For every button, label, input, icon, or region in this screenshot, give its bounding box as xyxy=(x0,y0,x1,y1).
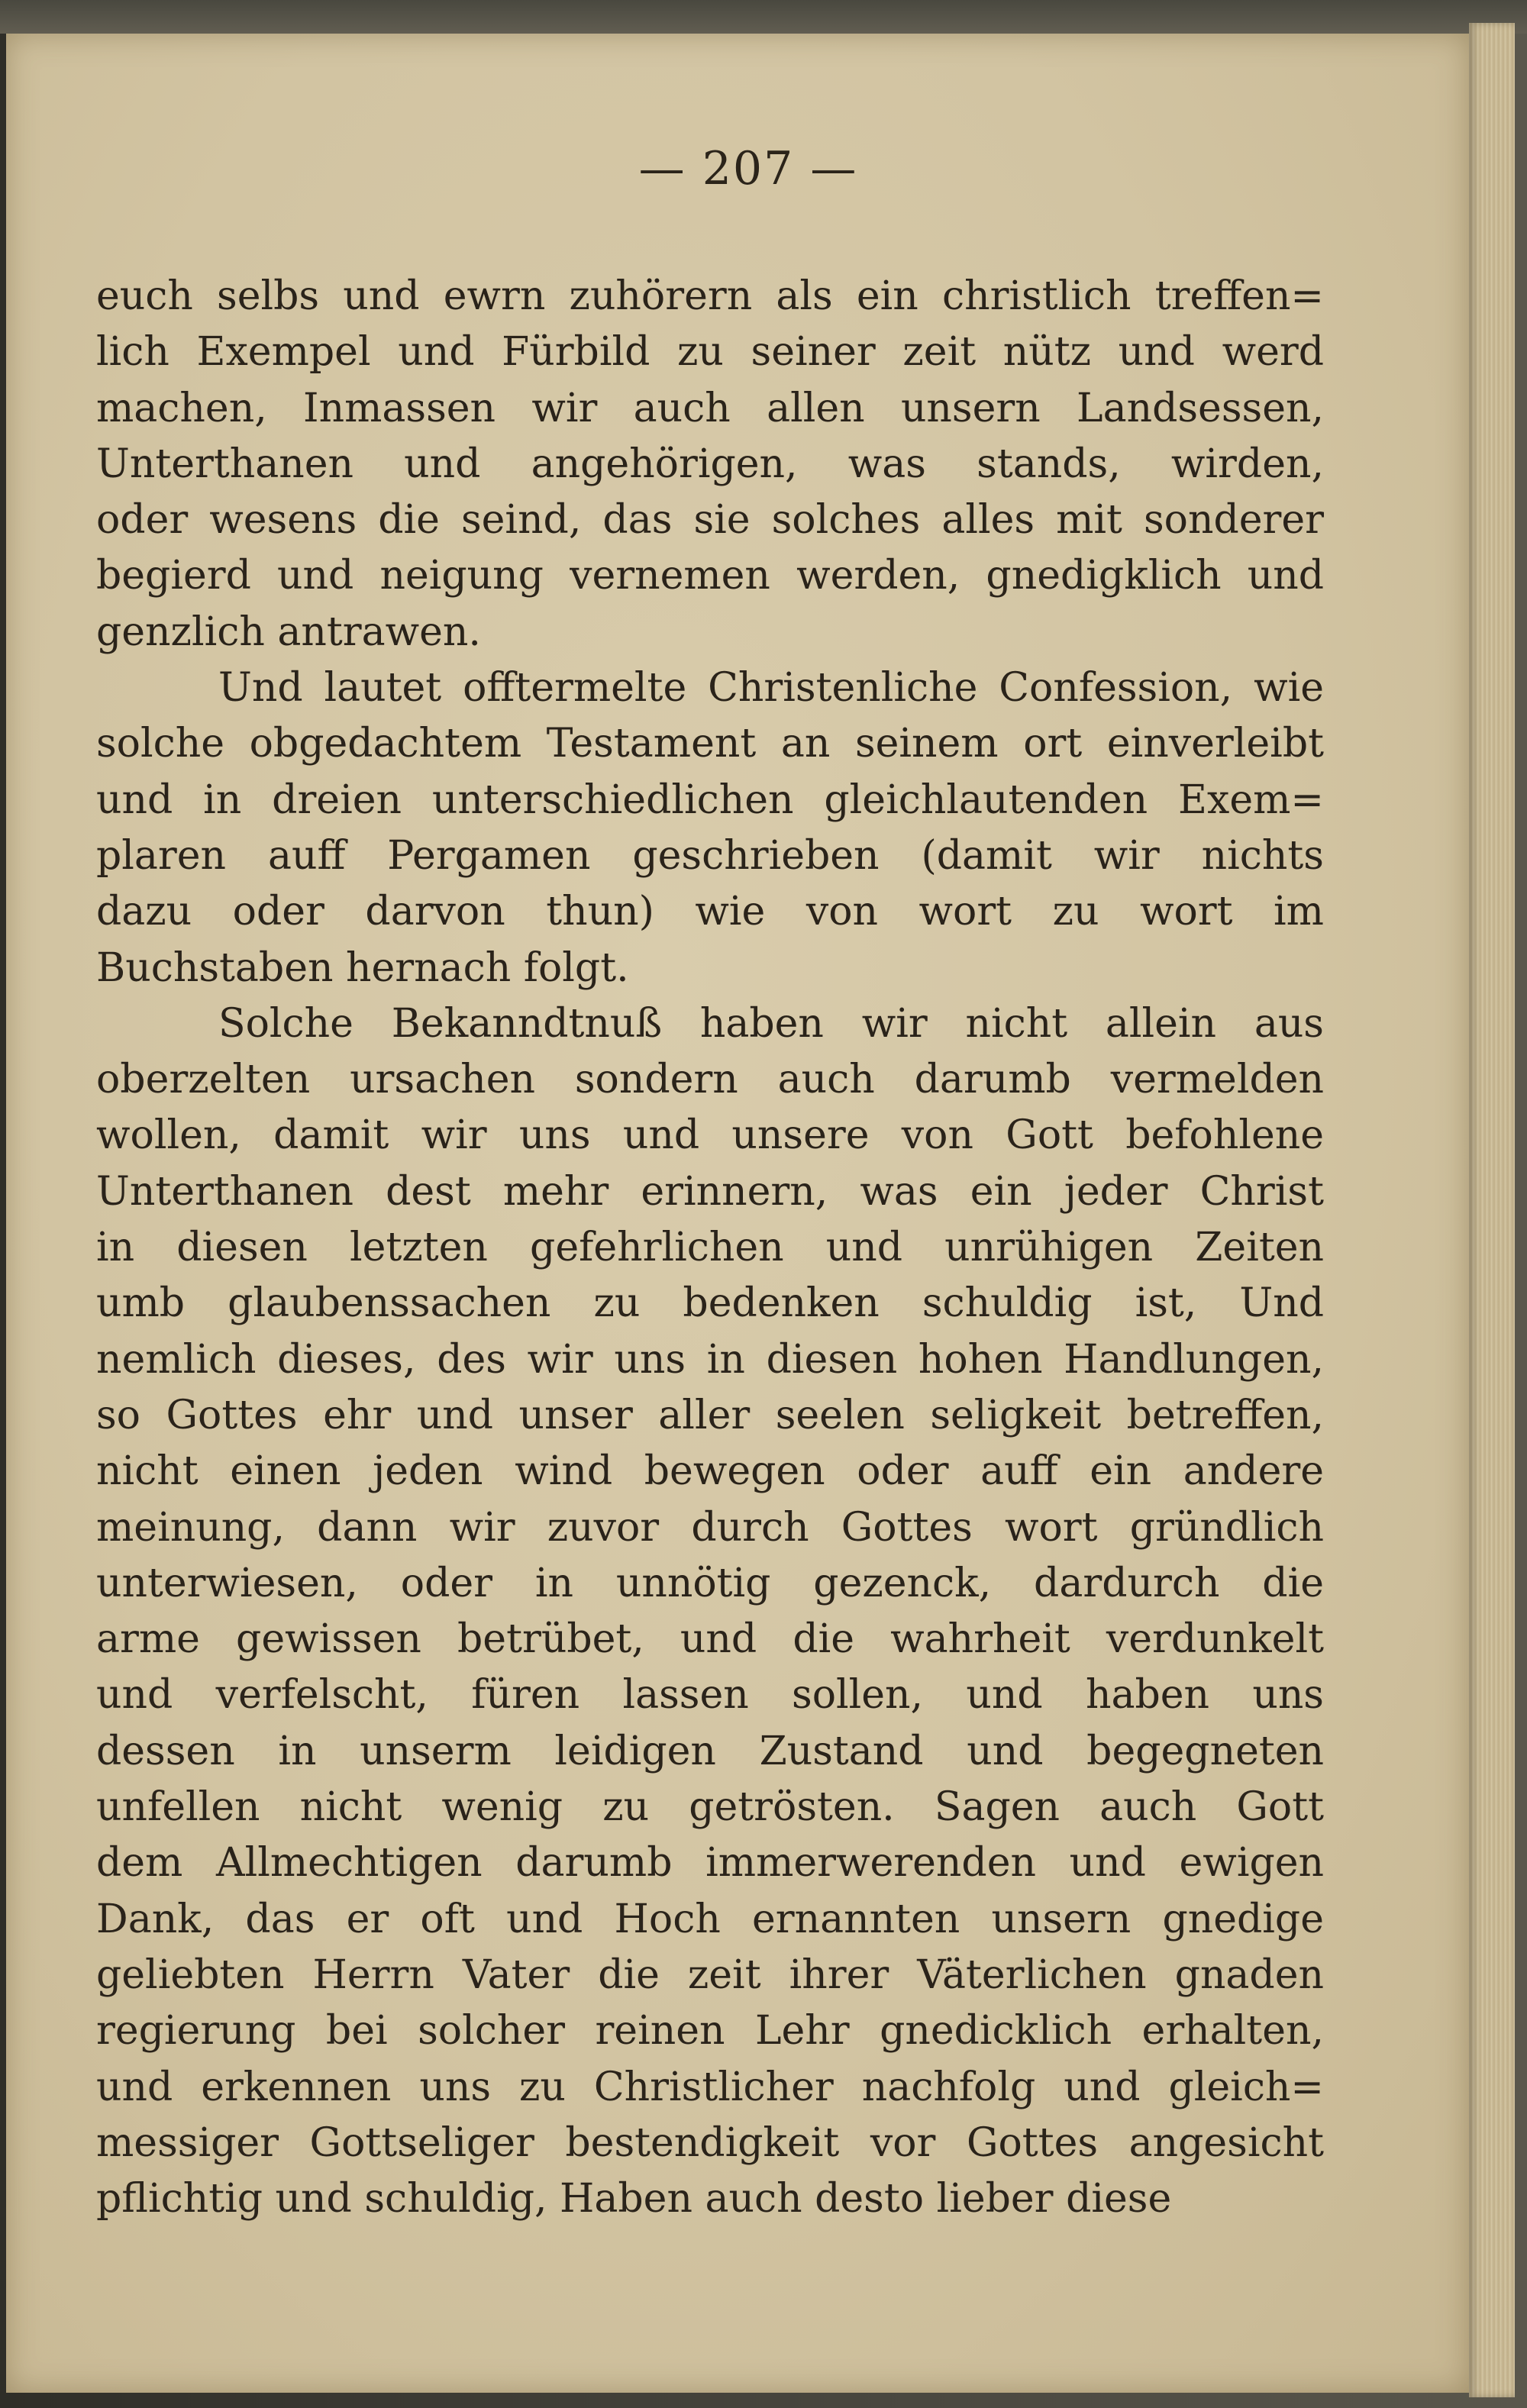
text-line: genzlich antrawen. xyxy=(96,608,481,655)
text-line: geliebten Herrn Vater die zeit ihrer Väterlichen gnaden xyxy=(96,1951,1324,1998)
text-line: in diesen letzten gefehrlichen und unrühigen Zeiten xyxy=(96,1225,1324,1271)
book-page-edges xyxy=(1469,23,1515,2397)
text-line: unfellen nicht wenig zu getrösten. Sagen auch Gott xyxy=(96,1784,1324,1831)
text-line: und verfelscht, füren lassen sollen, und haben uns xyxy=(96,1672,1324,1719)
scan-top-strip xyxy=(0,0,1527,34)
text-line: dazu oder darvon thun) wie von wort zu wort im xyxy=(96,889,1324,935)
paragraph xyxy=(96,269,1324,660)
text-line: nemlich dieses, des wir uns in diesen hohen Handlungen, xyxy=(96,1336,1324,1383)
text-line: nicht einen jeden wind bewegen oder auff ein andere xyxy=(96,1448,1324,1495)
text-line: Solche Bekanndtnuß haben wir nicht allein aus xyxy=(218,1000,1324,1047)
text-line: und erkennen uns zu Christlicher nachfolg und gleich= xyxy=(96,2064,1324,2110)
text-line: wollen, damit wir uns und unsere von Gott befohlene xyxy=(96,1112,1324,1159)
text-line: messiger Gottseliger bestendigkeit vor Gottes angesicht xyxy=(96,2119,1324,2166)
text-line: plaren auff Pergamen geschrieben (damit wir nichts xyxy=(96,832,1324,879)
text-line: solche obgedachtem Testament an seinem ort einverleibt xyxy=(96,721,1324,767)
text-line: und in dreien unterschiedlichen gleichlautenden Exem= xyxy=(96,776,1324,823)
text-line: so Gottes ehr und unser aller seelen seligkeit betreffen, xyxy=(96,1392,1324,1438)
text-line: euch selbs und ewrn zuhörern als ein christlich treffen= xyxy=(96,273,1324,319)
text-line: dem Allmechtigen darumb immerwerenden und ewigen xyxy=(96,1840,1324,1887)
body-text xyxy=(96,269,1324,2227)
text-line: umb glaubenssachen zu bedenken schuldig ist, Und xyxy=(96,1280,1324,1327)
text-line: lich Exempel und Fürbild zu seiner zeit nütz und werd xyxy=(96,329,1324,376)
text-line: Und lautet offtermelte Christenliche Confession, wie xyxy=(218,665,1324,712)
text-line: begierd und neigung vernemen werden, gnedigklich und xyxy=(96,553,1324,599)
text-line: oder wesens die seind, das sie solches alles mit sonderer xyxy=(96,497,1324,544)
text-line: Dank, das er oft und Hoch ernannten unsern gnedige xyxy=(96,1896,1324,1942)
text-line: Buchstaben hernach folgt. xyxy=(96,944,629,991)
text-line: unterwiesen, oder in unnötig gezenck, dardurch die xyxy=(96,1560,1324,1606)
text-line: oberzelten ursachen sondern auch darumb vermelden xyxy=(96,1057,1324,1103)
text-line: machen, Inmassen wir auch allen unsern Landsessen, xyxy=(96,385,1324,431)
text-line: pflichtig und schuldig, Haben auch desto lieber diese xyxy=(96,2176,1172,2222)
text-line: meinung, dann wir zuvor durch Gottes wort gründlich xyxy=(96,1504,1324,1551)
text-line: Unterthanen und angehörigen, was stands, wirden, xyxy=(96,441,1324,487)
paragraph xyxy=(96,996,1324,2228)
page-number-header: — 207 — xyxy=(638,142,858,195)
text-line: arme gewissen betrübet, und die wahrheit verdunkelt xyxy=(96,1616,1324,1663)
text-line: regierung bei solcher reinen Lehr gnedicklich erhalten, xyxy=(96,2008,1324,2055)
paragraph xyxy=(96,660,1324,996)
text-line: dessen in unserm leidigen Zustand und begegneten xyxy=(96,1728,1324,1774)
text-line: Unterthanen dest mehr erinnern, was ein jeder Christ xyxy=(96,1168,1324,1215)
